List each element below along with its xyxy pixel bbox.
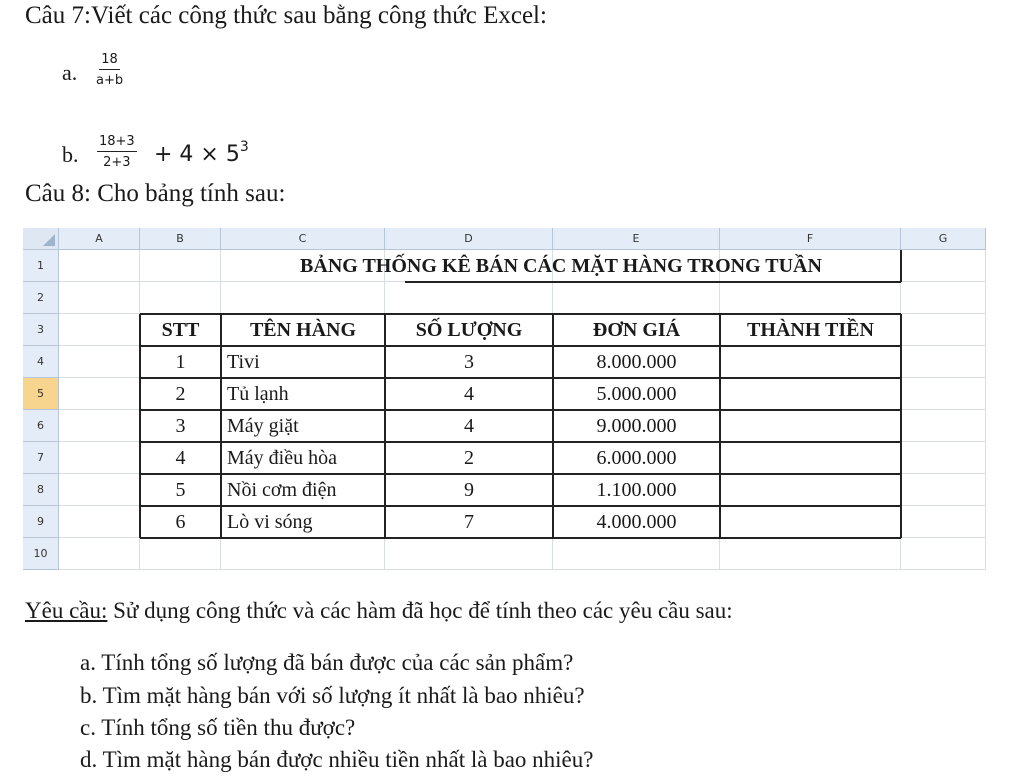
table-border-vertical — [220, 314, 222, 538]
table-border-horizontal — [140, 313, 901, 315]
table-data-cell[interactable]: 5 — [175, 478, 186, 501]
table-data-cell[interactable]: 2 — [175, 382, 186, 405]
question-8-title: Câu 8: Cho bảng tính sau: — [25, 180, 286, 207]
table-title[interactable]: BẢNG THỐNG KÊ BÁN CÁC MẶT HÀNG TRONG TUẦN — [300, 254, 822, 277]
table-border-horizontal — [140, 345, 901, 347]
table-data-cell[interactable]: 3 — [175, 414, 186, 437]
table-border-vertical — [552, 314, 554, 538]
row-header-8[interactable]: 8 — [23, 474, 59, 506]
table-data-cell[interactable]: 8.000.000 — [596, 350, 677, 373]
table-header-cell[interactable]: SỐ LƯỢNG — [415, 318, 523, 341]
column-header-a[interactable]: A — [59, 228, 140, 250]
row-header-2[interactable]: 2 — [23, 282, 59, 314]
table-border-horizontal — [140, 441, 901, 443]
gridline-vertical — [985, 250, 986, 570]
table-border-vertical — [384, 314, 386, 538]
requirements-text: Sử dụng công thức và các hàm đã học để tính theo các yêu cầu sau: — [113, 598, 733, 623]
requirement-item-c: c. Tính tổng số tiền thu được? — [80, 715, 356, 740]
table-data-cell[interactable]: 4.000.000 — [596, 510, 677, 533]
table-data-cell[interactable]: 4 — [175, 446, 186, 469]
table-data-cell[interactable]: 1.100.000 — [596, 478, 677, 501]
row-header-10[interactable]: 10 — [23, 538, 59, 570]
table-data-cell[interactable]: 4 — [464, 414, 474, 437]
table-data-cell[interactable] — [720, 474, 901, 506]
table-data-cell[interactable]: 2 — [464, 446, 474, 469]
table-header-cell[interactable]: STT — [161, 318, 200, 341]
table-data-cell[interactable]: 5.000.000 — [596, 382, 677, 405]
question-7-title: Câu 7:Viết các công thức sau bằng công thức Excel: — [25, 2, 547, 29]
table-border-horizontal — [140, 409, 901, 411]
table-data-cell[interactable]: 6 — [175, 510, 186, 533]
table-data-cell[interactable]: Tủ lạnh — [227, 382, 289, 405]
table-header-cell[interactable]: THÀNH TIỀN — [747, 318, 874, 341]
row-header-9[interactable]: 9 — [23, 506, 59, 538]
fraction-a-numerator: 18 — [99, 52, 120, 70]
table-header-cell[interactable]: TÊN HÀNG — [249, 318, 357, 341]
fraction-b — [97, 134, 137, 170]
column-header-d[interactable]: D — [385, 228, 553, 250]
table-data-cell[interactable] — [720, 506, 901, 538]
requirement-item-d: d. Tìm mặt hàng bán được nhiều tiền nhất là bao nhiêu? — [80, 747, 594, 772]
item-b-label: b. — [62, 142, 79, 167]
formula-b-exponent: 3 — [239, 139, 249, 155]
table-border-horizontal — [140, 505, 901, 507]
formula-b-rest — [154, 139, 249, 167]
table-data-cell[interactable]: 9.000.000 — [596, 414, 677, 437]
table-data-cell[interactable] — [720, 346, 901, 378]
row-header-5[interactable]: 5 — [23, 378, 59, 410]
requirements-intro — [25, 598, 733, 624]
table-data-cell[interactable] — [720, 410, 901, 442]
row-header-3[interactable]: 3 — [23, 314, 59, 346]
table-data-cell[interactable]: 1 — [175, 350, 186, 373]
formula-b-terms: + 4 × 5 — [154, 142, 240, 167]
item-a-label: a. — [62, 60, 78, 85]
gridline-horizontal — [59, 569, 986, 570]
column-header-c[interactable]: C — [221, 228, 385, 250]
table-data-cell[interactable]: 7 — [464, 510, 474, 533]
table-data-cell[interactable]: Nồi cơm điện — [227, 478, 337, 501]
requirement-item-a: a. Tính tổng số lượng đã bán được của các sản phẩm? — [80, 650, 574, 675]
table-border-horizontal — [140, 473, 901, 475]
table-border-horizontal — [140, 377, 901, 379]
fraction-a-denominator: a+b — [96, 73, 124, 88]
table-border-vertical — [139, 314, 141, 538]
requirements-label: Yêu cầu: — [25, 598, 108, 623]
column-header-e[interactable]: E — [553, 228, 720, 250]
table-data-cell[interactable]: Máy điều hòa — [227, 446, 337, 469]
row-header-4[interactable]: 4 — [23, 346, 59, 378]
table-data-cell[interactable] — [720, 378, 901, 410]
table-data-cell[interactable]: Lò vi sóng — [227, 510, 313, 533]
column-header-g[interactable]: G — [901, 228, 986, 250]
table-data-cell[interactable]: Tivi — [227, 350, 260, 373]
column-header-b[interactable]: B — [140, 228, 221, 250]
table-data-cell[interactable] — [720, 442, 901, 474]
select-all-corner[interactable] — [23, 228, 59, 250]
spreadsheet — [23, 228, 986, 576]
table-border-vertical — [900, 314, 902, 538]
row-header-6[interactable]: 6 — [23, 410, 59, 442]
row-header-7[interactable]: 7 — [23, 442, 59, 474]
table-data-cell[interactable]: 6.000.000 — [596, 446, 677, 469]
table-data-cell[interactable]: Máy giặt — [227, 414, 299, 437]
table-border-vertical — [719, 314, 721, 538]
table-border-horizontal — [140, 537, 901, 539]
table-data-cell[interactable]: 4 — [464, 382, 474, 405]
row-header-1[interactable]: 1 — [23, 250, 59, 282]
requirement-item-b: b. Tìm mặt hàng bán với số lượng ít nhất là bao nhiêu? — [80, 683, 585, 708]
table-header-cell[interactable]: ĐƠN GIÁ — [592, 318, 681, 341]
title-border-right — [900, 250, 902, 282]
fraction-b-denominator: 2+3 — [103, 155, 131, 170]
table-data-cell[interactable]: 3 — [464, 350, 474, 373]
column-header-f[interactable]: F — [720, 228, 901, 250]
fraction-b-numerator: 18+3 — [97, 134, 137, 152]
table-data-cell[interactable]: 9 — [464, 478, 474, 501]
title-border-bottom — [405, 281, 901, 283]
fraction-a — [96, 52, 123, 88]
